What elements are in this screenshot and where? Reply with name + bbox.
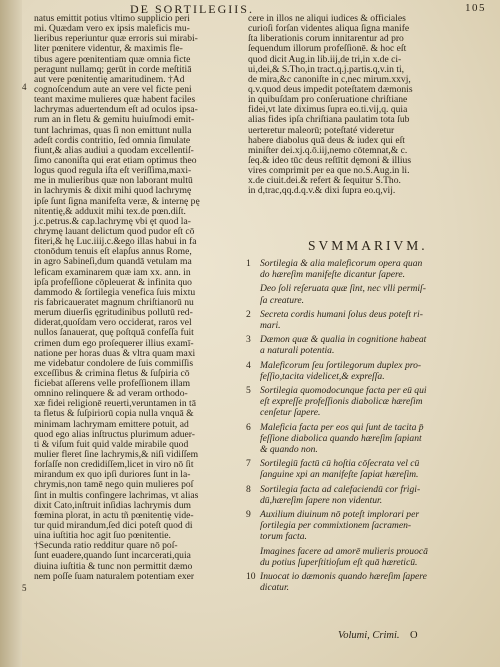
summary-item [246, 309, 482, 331]
summary-line: feſſio,tacita videlicet,& expreſſa. [260, 370, 385, 382]
summary-line: Sortilegia quomodocunque facta per eū qui [260, 385, 427, 397]
text-line: vires comprimit per ea que no.S.Aug.in li. [248, 165, 410, 177]
summary-line: Imagines facere ad amorē mulieris prouocā [260, 545, 428, 557]
page-footer [338, 630, 418, 641]
margin-note-4: 4 [22, 82, 27, 92]
catchword: Volumi, Crimi. [338, 630, 400, 641]
summary-item-number: 8 [246, 483, 251, 495]
summary-line: cenſetur ſapere. [260, 407, 321, 419]
summary-item-text [260, 334, 482, 356]
text-line: ficiebat aſſerens velle profeſſionem illam [34, 378, 191, 390]
text-line: exceſſibus & crimina fletus & ſuſpiria cō [34, 367, 190, 379]
summary-title: SVMMARIVM. [308, 238, 428, 253]
text-line: lieribus reperiuntur quæ erroris sui mirabi- [34, 33, 198, 45]
text-line: diderat,quoſdam vero occiderat, raros vel [34, 317, 192, 329]
text-line: ſta liberationis corum innitarentur ad pro [248, 33, 404, 45]
text-line: †Secunda ratio redditur quare nō poſ- [34, 540, 178, 552]
text-line: ſimo canoniſta qui erat etiam optimus theo [34, 154, 197, 166]
running-title: DE SORTILEGIIS. [130, 2, 254, 16]
text-line: cognoſcendum aute an vere vel ficte peni [34, 83, 192, 95]
text-line: ui,dei,& S.Tho,in tract.q.j.partis.q,v.in ti, [248, 63, 405, 75]
text-line: diuina iuſtitia & tunc non permittit dæmo [34, 560, 193, 572]
summary-item-text [260, 309, 482, 331]
text-line: tunt lachrimas, quas ſi non emittunt nulla [34, 124, 192, 136]
text-line: uina iuſtitia hoc agit ſuo pœnitentie. [34, 530, 171, 542]
summary-item [246, 546, 482, 568]
summary-item [246, 571, 482, 593]
summary-line: Sortilegia & alia maleficorum opera quan [260, 258, 423, 269]
text-line: minimam lachrymam emittere potuit, ad [34, 418, 189, 430]
summary-item-number: 10 [246, 571, 256, 583]
summary-item [246, 258, 482, 280]
text-line: quod ego alias inſtructus plurimum aduer- [34, 428, 195, 440]
text-line: ſunt euadere,quando ſunt incarcerati,quia [34, 550, 191, 562]
summary-line: torum facta. [260, 531, 307, 543]
summary-line: Sortilegiū factū cū hoſtia cōſecrata vel cū [260, 458, 420, 470]
summary-line: mari. [260, 320, 281, 332]
summary-item-number: 5 [246, 385, 251, 397]
text-line: ſequendum illorum profeſſionē. & hoc eſt [248, 43, 407, 55]
summary-line: ſanguine xpi an manifeſte ſapiat hæreſim. [260, 469, 419, 481]
text-line: quod dicit Aug.in lib.iij,de tri,in x.de ci- [248, 53, 402, 65]
summary-item-text [260, 571, 482, 593]
text-line: alias fides ipſa chriſtiana paulatim tota ſub [248, 114, 410, 126]
summary-list [246, 258, 482, 596]
text-line: x.de ciuit.dei.& refert & ſequitur S.Tho. [248, 175, 401, 187]
text-line: fidei,vt late diximus ſupra eo.ti.vij,q. quia [248, 104, 408, 116]
summary-item [246, 334, 482, 356]
text-line: in quibuſdam pro conſeruatione chriſtiane [248, 94, 408, 106]
summary-line: Secreta cordis humani ſolus deus poteſt ri- [260, 308, 423, 320]
summary-item [246, 458, 482, 480]
text-line: curioſi forſan videntes aliqua ſigna manife [248, 23, 410, 35]
text-line: in lachrymis & dixit mihi quod lachrymę [34, 185, 192, 197]
text-line: omnino relinquere & ad veram orthodo- [34, 388, 188, 400]
signature-mark: O [410, 630, 418, 641]
text-line: habere diabolus quā deus & iudex qui eſt [248, 134, 405, 146]
text-line: tibus agere pœnitentiam quæ omnia ficte [34, 53, 191, 65]
left-text-column [34, 14, 254, 582]
text-line: nitentię,& adduxit mihi tex.de pœn.diſt. [34, 205, 186, 217]
text-line: q.v.quod deus impedit poteſtatem dæmonis [248, 83, 413, 95]
summary-line: eſt expreſſe profeſſionis diabolicæ hæreſim [260, 396, 423, 408]
text-line: natus emittit potius vltimo supplicio peri [34, 13, 190, 24]
text-line: rum an in fletu & gemitu huiuſmodi emit- [34, 114, 195, 126]
summary-item-number: 2 [246, 308, 251, 320]
summary-line: Dæmon quæ & qualia in cognitione habeat [260, 334, 427, 346]
text-line: forſaſſe non credidiſſem,licet in viro nō ſit [34, 459, 194, 471]
summary-item [246, 283, 482, 305]
summary-item [246, 509, 482, 543]
summary-item-text [260, 458, 482, 480]
summary-line: Auxilium diuinum nō poteſt implorari per [260, 509, 420, 521]
text-line: ris fabricaueratet magnum chriſtianorū nu [34, 296, 194, 308]
text-line: j.c.petrus.& cap.lachrymę vbi ęt quod la- [34, 215, 191, 227]
summary-line: & quando non. [260, 444, 318, 456]
summary-item [246, 360, 482, 382]
summary-item-number: 6 [246, 421, 251, 433]
text-line: de mira,&c canoniſte in c,nec mirum.xxvj, [248, 73, 411, 85]
summary-item-text [260, 422, 482, 456]
summary-line: Maleficorum ſeu ſortilegorum duplex pro- [260, 359, 422, 371]
text-line: tur quid mirandum,ſed dici poteſt quod di [34, 520, 193, 532]
page-number: 105 [465, 2, 486, 14]
text-line: liter pœnitere videntur, & maximis fle- [34, 43, 183, 55]
summary-item-number: 3 [246, 334, 251, 346]
text-line: me videbatur condolere de ſuis commiſſis [34, 357, 194, 369]
text-line: crimen dum ego proſequerer illius examī- [34, 337, 194, 349]
text-line: adeſt cordis contritio, ſed omnia ſimulate [34, 134, 191, 146]
summary-line: Maleficia facta per eos qui ſunt de tacita p̄ [260, 421, 424, 433]
summary-line: dū,hæreſim ſapere non videntur. [260, 494, 383, 506]
summary-item-text [260, 546, 482, 568]
summary-line: do hæreſim manifeſte dicantur ſapere. [260, 269, 406, 281]
text-line: mirandum ex quo ipſi duriores ſunt in la- [34, 469, 191, 481]
text-line: dammodo & ſortilegia venefica ſuis mixtu [34, 286, 196, 298]
summary-item [246, 484, 482, 506]
text-line: mi. Quædam vero ex ipsis maleficis mu- [34, 23, 190, 35]
summary-line: Inuocat io dæmonis quando hæreſim ſapere [260, 571, 427, 583]
summary-item-text [260, 385, 482, 419]
summary-line: ſortilegia per commixtionem ſacramen- [260, 520, 412, 532]
text-line: cere in illos ne aliqui iudices & officiales [248, 13, 406, 24]
summary-item-text [260, 360, 482, 382]
summary-line: ſa creature. [260, 294, 305, 306]
summary-item-text [260, 258, 482, 280]
text-line: nem poſſe ſuam naturalem potentiam exer [34, 570, 195, 582]
text-line: ſeq.& ideo tūc deus reſtītit dęmoni & illius [248, 154, 412, 166]
text-line: leficam examinarem quæ iam xx. ann. in [34, 266, 191, 278]
text-line: in d,trac,qq.d.q.v.& dixi ſupra eo.q,vij. [248, 185, 396, 197]
text-line: teant maxime mulieres quæ habent faciles [34, 94, 196, 106]
text-line: uerteretur maleorū; poteſtaté videretur [248, 124, 395, 136]
text-line: nullos ſanauerat, quę poſtquā confeſſa fuit [34, 327, 194, 339]
text-line: peragunt nullamq; gerūt in corde meſtitiā [34, 63, 192, 75]
text-line: dixit Cato,inſtruit inſidias lachrymis dum [34, 499, 191, 511]
text-line: aut vere pœnitentię amaritudinem. †Ad [34, 73, 185, 85]
summary-item-text [260, 283, 482, 305]
text-line: in agro Sabineſi,dum quandā vetulam ma [34, 256, 192, 268]
summary-line: du potius ſuperſtitioſum eſt quā hæreticū. [260, 556, 418, 568]
text-line: miniſter dei.xj.q.ō.iij,nemo cōtemnat,& c. [248, 144, 408, 156]
summary-item-number: 4 [246, 359, 251, 371]
text-line: ipſe ſunt ſigna manifeſta veræ, & internę pę [34, 195, 200, 207]
text-line: logus quod regula iſta eſt veriſſima,maxi- [34, 165, 192, 177]
summary-line: a naturali potentia. [260, 345, 335, 357]
text-line: xæ fidei religionē reuerti,veruntamen in tā [34, 398, 196, 410]
summary-item-text [260, 509, 482, 543]
summary-line: Sortilegia facta ad calefaciendū cor frigi- [260, 483, 421, 495]
text-line: ta fletus & ſuſpiriorū copia nulla vnquā & [34, 408, 194, 420]
summary-item-number: 1 [246, 258, 251, 269]
summary-item-number: 7 [246, 458, 251, 470]
binding-gutter [0, 0, 22, 667]
text-line: fiteri,& hę Luc.iiij.c.&ego illas habui in fa [34, 236, 197, 248]
summary-item-text [260, 484, 482, 506]
summary-item [246, 385, 482, 419]
summary-item-number: 9 [246, 509, 251, 521]
text-line: fœmina plorat, in actu tñ pœnitentię vide- [34, 509, 194, 521]
summary-item [246, 422, 482, 456]
summary-line: dicatur. [260, 582, 290, 594]
text-line: fiunt,& alias audiui a quodam excellentiſ- [34, 144, 194, 156]
text-line: ti & viſum fuit quid valde mirabile quod [34, 438, 189, 450]
text-line: chrymę lauant delictum quod pudor eſt cō [34, 225, 195, 237]
text-line: ipſa profeſſione cōpleuerat & infinita quo [34, 276, 192, 288]
text-line: ſint in multis confingere lachrimas, vt alias [34, 489, 199, 501]
text-line: mulier fleret ſine lachrymis,& niſi vidiſſem [34, 449, 199, 461]
right-text-column [248, 14, 480, 197]
text-line: chrymis,non tamē nego quin mulieres poſ [34, 479, 194, 491]
text-line: natione per horas duas & vltra quam maxi [34, 347, 196, 359]
text-line: merum diuerſis ęgritudinibus pollutū red- [34, 307, 193, 319]
text-line: me in mulieribus quæ non laborant multū [34, 175, 193, 187]
text-line: ctonōdum tenuis eſt elapſus annus Rome, [34, 246, 192, 258]
margin-note-5: 5 [22, 583, 27, 593]
summary-line: feſſione diabolica quando hæreſim ſapiant [260, 432, 422, 444]
text-line: lachrymas aduertendum eſt ad oculos ipsa- [34, 104, 198, 116]
summary-line: Deo ſoli reſeruata quæ ſint, nec vlli permiſ- [260, 283, 426, 295]
